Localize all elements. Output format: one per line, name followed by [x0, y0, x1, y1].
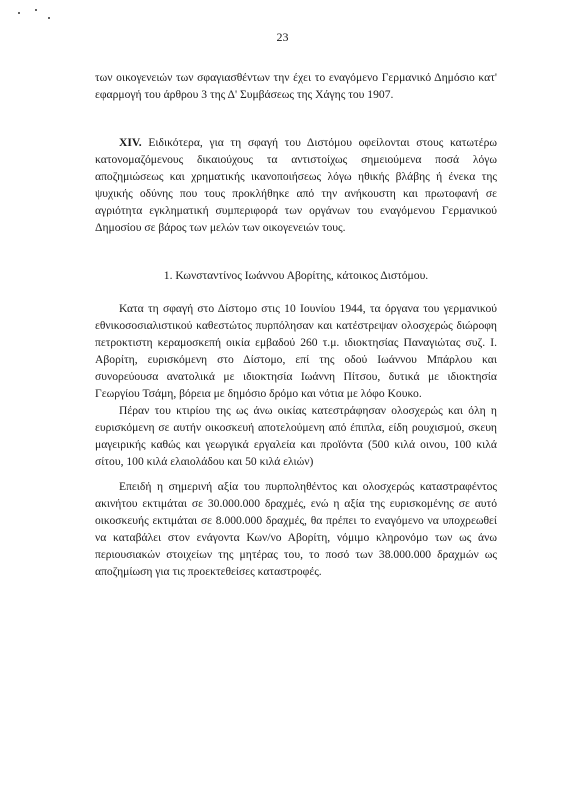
claimant-heading: 1. Κωνσταντίνος Ιωάννου Αβορίτης, κάτοικος Διστόμου. — [163, 269, 429, 282]
household-paragraph: Πέραν του κτιρίου της ως άνω οικίας κατεστράφησαν ολοσχερώς και όλη η ευρισκόμενη σε αυτήν οικοσκευή αποτελούμενη από έπιπλα, είδη ρουχισμού, σκευη μαγειρικής καθώς και γεωργικά εργαλεία και προϊόντα (500 κιλά οινου, 100 κιλά σίτου, 100 κιλά ελαιολάδου και 50 κιλά ελιών) — [95, 404, 497, 468]
section-xiv-text: Ειδικότερα, για τη σφαγή του Διστόμου οφείλονται στους κατωτέρω κατονομαζόμενους δικαιούχους τα αντιστοίχως σημειούμενα ποσά λόγω αποζημιώσεως και χρηματικής ικανοποιήσεως λόγω ηθικής βλάβης ή ένεκα της ψυχικής οδύνης που τους προκλήθηκε από την ανήκουστη και πρωτοφανή σε αγριότητα εγκληματική συμπεριφορά των οργάνων του εναγόμενου Γερμανικού Δημοσίου σε βάρος των μελών των οικογενειών τους. — [95, 136, 497, 234]
scan-speck — [48, 17, 50, 19]
scan-speck — [18, 12, 20, 14]
paragraph-gap — [95, 470, 497, 478]
compensation-paragraph: Επειδή η σημερινή αξία του πυρποληθέντος και ολοσχερώς καταστραφέντος ακινήτου εκτιμάται σε 30.000.000 δραχμές, ενώ η αξία της ευρισκομένης σε αυτό οικοσκευής εκτιμάται σε 8.000.000 δραχμές, θα πρέπει το εναγόμενο να υποχρεωθεί να καταβάλει στον ενάγοντα Κων/νο Αβορίτη, νόμιμο κληρονόμο των ως άνω περιουσιακών στοιχείων της μητέρας του, το ποσό των 38.000.000 δραχμών ως αποζημίωση για τις προεκτεθείσες καταστροφές. — [95, 480, 497, 578]
claimant-heading-block — [95, 267, 497, 284]
scan-speck — [35, 9, 37, 11]
claim-body — [95, 300, 497, 580]
intro-block — [95, 69, 497, 103]
section-xiv-label: XIV. — [119, 136, 142, 149]
section-xiv-paragraph — [95, 134, 497, 236]
section-xiv-block — [95, 134, 497, 236]
intro-paragraph: των οικογενειών των σφαγιασθέντων την έχει το εναγόμενο Γερμανικό Δημόσιο κατ' εφαρμογή του άρθρου 3 της Δ' Συμβάσεως της Χάγης του 1907. — [95, 71, 497, 101]
destruction-paragraph: Κατα τη σφαγή στο Δίστομο στις 10 Ιουνίου 1944, τα όργανα του γερμανικού εθνικοσοσιαλιστικού καθεστώτος πυρπόλησαν και κατέστρεψαν ολοσχερώς διώροφη πετροκτιστη κεραμοσκεπή οικία εμβαδού 260 τ.μ. ιδιοκτησίας Παναγιώτας συζ. Ι. Αβορίτη, ευρισκόμενη στο Δίστομο, επί της οδού Ιωάννου Μπάρλου και συνορεύουσα ανατολικά με ιδιοκτησία Ιωάννη Πίτσου, δυτικά με ιδιοκτησία Γεωργίου Τσάμη, βόρεια με δημόσιο δρόμο και νότια με λόφο Κουκο. — [95, 302, 497, 400]
page-number: 23 — [276, 30, 289, 44]
